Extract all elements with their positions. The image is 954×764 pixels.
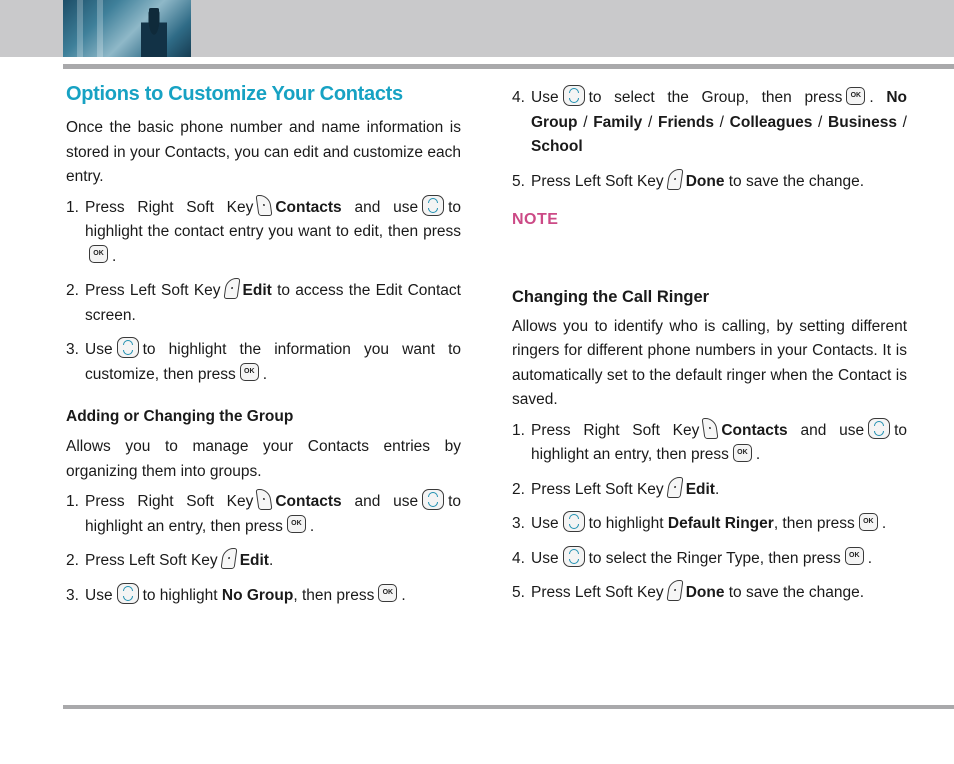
left-soft-key-icon (220, 548, 237, 569)
ok-key-icon: OK (378, 584, 397, 602)
right-soft-key-icon (256, 195, 273, 216)
ringer-heading: Changing the Call Ringer (512, 287, 710, 306)
ok-key-icon: OK (859, 513, 878, 531)
group-heading: Adding or Changing the Group (66, 408, 294, 425)
photo-figure (141, 8, 167, 57)
list-item: 3. Use to highlight Default Ringer, then press OK . (512, 512, 907, 537)
ringer-intro: Allows you to identify who is calling, by setting different ringers for different phone numbers in your Contacts. It is automatically set to the default ringer when the Contact is saved. (512, 317, 907, 408)
ok-key-icon: OK (733, 444, 752, 462)
note-label: NOTE (512, 211, 559, 228)
bottom-rule (63, 705, 954, 709)
ok-key-icon: OK (89, 245, 108, 263)
left-soft-key-icon (666, 169, 683, 190)
page-title: Options to Customize Your Contacts (66, 83, 403, 105)
ok-key-icon: OK (845, 547, 864, 565)
nav-key-icon (563, 546, 585, 567)
list-item: 3. Use to highlight the information you want to customize, then press OK . (66, 338, 461, 387)
ok-key-icon: OK (846, 87, 865, 105)
list-item: 1. Press Right Soft Key Contacts and use to highlight the contact entry you want to edit, then press OK . (66, 196, 461, 270)
left-soft-key-icon (666, 477, 683, 498)
list-item: 2. Press Left Soft Key Edit. (512, 478, 907, 503)
list-item: 5. Press Left Soft Key Done to save the change. (512, 170, 907, 195)
list-item: 2. Press Left Soft Key Edit. (66, 549, 461, 574)
ringer-steps (512, 419, 907, 606)
right-soft-key-icon (256, 489, 273, 510)
nav-key-icon (563, 511, 585, 532)
list-item: 1. Press Right Soft Key Contacts and use to highlight an entry, then press OK . (512, 419, 907, 468)
right-column (512, 86, 907, 616)
photo-stripe (77, 0, 83, 57)
intro-paragraph: Once the basic phone number and name information is stored in your Contacts, you can edit and customize each entry. (66, 119, 461, 185)
left-soft-key-icon (666, 580, 683, 601)
left-soft-key-icon (223, 278, 240, 299)
list-item: 4. Use to select the Group, then press OK . No Group / Family / Friends / Colleagues / Business / School (512, 86, 907, 160)
nav-key-icon (868, 418, 890, 439)
top-rule (63, 64, 954, 69)
list-item: 3. Use to highlight No Group, then press OK . (66, 584, 461, 609)
nav-key-icon (422, 489, 444, 510)
group-intro: Allows you to manage your Contacts entries by organizing them into groups. (66, 438, 461, 480)
header-photo (63, 0, 191, 57)
ok-key-icon: OK (240, 363, 259, 381)
photo-stripe (97, 0, 103, 57)
right-soft-key-icon (702, 418, 719, 439)
nav-key-icon (117, 583, 139, 604)
ok-key-icon: OK (287, 515, 306, 533)
nav-key-icon (422, 195, 444, 216)
customize-steps (66, 196, 461, 388)
list-item: 2. Press Left Soft Key Edit to access the Edit Contact screen. (66, 279, 461, 328)
group-steps-continued (512, 86, 907, 194)
list-item: 1. Press Right Soft Key Contacts and use to highlight an entry, then press OK . (66, 490, 461, 539)
nav-key-icon (117, 337, 139, 358)
list-item: 5. Press Left Soft Key Done to save the change. (512, 581, 907, 606)
list-item: 4. Use to select the Ringer Type, then press OK . (512, 547, 907, 572)
left-column (66, 78, 461, 618)
nav-key-icon (563, 85, 585, 106)
group-steps (66, 490, 461, 608)
